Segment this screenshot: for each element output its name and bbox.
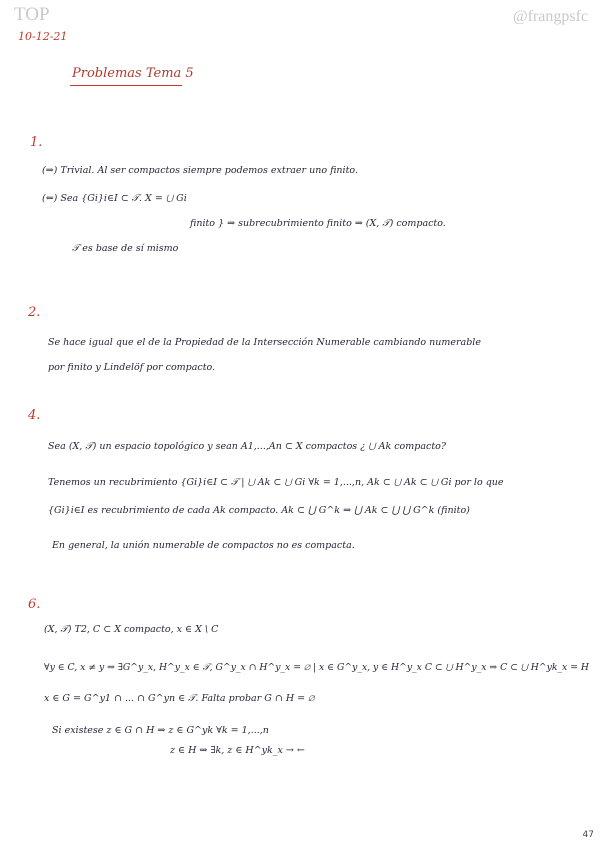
- problem-number: 4.: [28, 408, 41, 423]
- problem-line: (X, 𝒯) T2, C ⊂ X compacto, x ∈ X \ C: [44, 624, 219, 635]
- header-watermark: @frangpsfc: [512, 8, 588, 25]
- problem-number: 6.: [28, 597, 41, 612]
- problem-line: Si existese z ∈ G ∩ H ⇒ z ∈ G^yk ∀k = 1,...,n: [52, 725, 269, 736]
- problem-line: Tenemos un recubrimiento {Gi}i∈I ⊂ 𝒯 | ⋃ Ak ⊂ ⋃ Gi ∀k = 1,...,n, Ak ⊂ ⋃ Ak ⊂ ⋃ Gi por lo que: [48, 477, 504, 488]
- page-number: 47: [582, 830, 594, 840]
- problem-line: ∀y ∈ C, x ≠ y ⇒ ∃G^y_x, H^y_x ∈ 𝒯, G^y_x ∩ H^y_x = ∅ | x ∈ G^y_x, y ∈ H^y_x C ⊂ ⋃ H^y_x ⇒ C ⊂ ⋃ H^yk_x = H: [44, 662, 589, 673]
- problem-number: 2.: [28, 305, 41, 320]
- problem-line: Sea (X, 𝒯) un espacio topológico y sean A1,...,An ⊂ X compactos ¿ ⋃ Ak compacto?: [48, 441, 446, 452]
- page-title: Problemas Tema 5: [72, 66, 194, 81]
- problem-line: por finito y Lindelöf por compacto.: [48, 362, 216, 373]
- problem-line: (⇐) Sea {Gi}i∈I ⊂ 𝒯. X = ⋃ Gi: [42, 193, 187, 204]
- problem-line: 𝒯 es base de sí mismo: [72, 243, 179, 254]
- problem-line: z ∈ H ⇒ ∃k, z ∈ H^yk_x → ←: [170, 745, 305, 756]
- problem-line: finito } ⇒ subrecubrimiento finito ⇒ (X, 𝒯) compacto.: [190, 218, 446, 229]
- header-subject: TOP: [14, 4, 50, 25]
- problem-line: {Gi}i∈I es recubrimiento de cada Ak compacto. Ak ⊂ ⋃ G^k ⇒ ⋃ Ak ⊂ ⋃ ⋃ G^k (finito): [48, 505, 470, 516]
- header-date: 10-12-21: [18, 30, 68, 43]
- problem-number: 1.: [30, 135, 43, 150]
- problem-line: (⇒) Trivial. Al ser compactos siempre podemos extraer uno finito.: [42, 165, 358, 176]
- problem-line: Se hace igual que el de la Propiedad de la Intersección Numerable cambiando numerable: [48, 337, 481, 348]
- problem-line: x ∈ G = G^y1 ∩ ... ∩ G^yn ∈ 𝒯. Falta probar G ∩ H = ∅: [44, 693, 315, 704]
- problem-line: En general, la unión numerable de compactos no es compacta.: [52, 540, 355, 551]
- title-underline: [70, 85, 182, 86]
